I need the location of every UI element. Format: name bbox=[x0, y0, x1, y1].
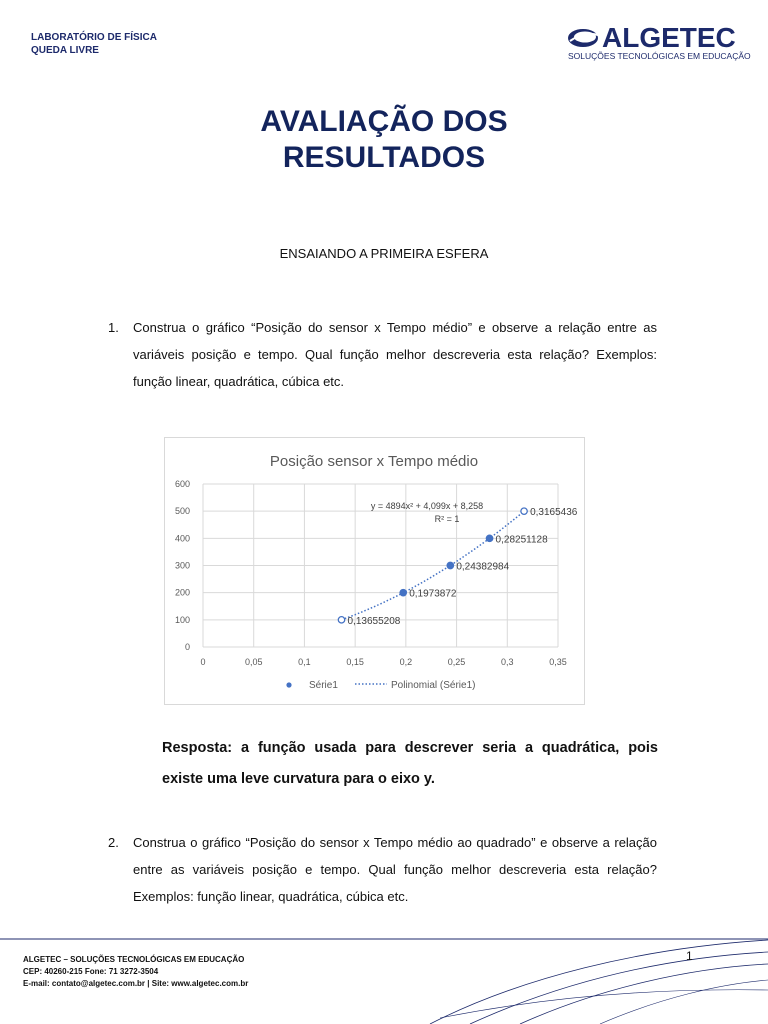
y-tick-label: 500 bbox=[174, 506, 190, 517]
data-point bbox=[486, 535, 492, 541]
logo-word: ALGETEC bbox=[602, 22, 736, 53]
x-tick-label: 0,15 bbox=[346, 657, 364, 667]
trendline-r2: R² = 1 bbox=[434, 514, 460, 524]
logo-swoosh-icon bbox=[566, 27, 600, 49]
logo-tagline: SOLUÇÕES TECNOLÓGICAS EM EDUCAÇÃO bbox=[568, 51, 751, 61]
trendline-equation: y = 4894x² + 4,099x + 8,258 bbox=[370, 501, 484, 511]
footer-contact bbox=[23, 954, 248, 990]
title-line-1: AVALIAÇÃO DOS bbox=[260, 105, 508, 138]
y-tick-label: 400 bbox=[174, 533, 190, 544]
y-tick-label: 200 bbox=[174, 587, 190, 598]
header-lab-info bbox=[31, 31, 157, 57]
legend-label-series: Série1 bbox=[309, 680, 338, 691]
footer-address: CEP: 40260-215 Fone: 71 3272-3504 bbox=[23, 967, 159, 976]
legend-marker-series bbox=[286, 682, 291, 687]
x-tick-label: 0,1 bbox=[298, 657, 311, 667]
data-label: 0,13655208 bbox=[347, 615, 401, 627]
x-tick-label: 0,25 bbox=[447, 657, 466, 667]
legend-label-trendline: Polinomial (Série1) bbox=[391, 680, 476, 691]
footer-company: ALGETEC – SOLUÇÕES TECNOLÓGICAS EM EDUCAÇÃO bbox=[23, 955, 245, 964]
x-tick-label: 0,3 bbox=[501, 657, 514, 667]
question-2 bbox=[108, 829, 657, 910]
data-label: 0,1973872 bbox=[409, 588, 457, 600]
data-point bbox=[447, 562, 453, 568]
chart-canvas bbox=[165, 438, 584, 704]
data-point bbox=[400, 589, 406, 595]
data-label: 0,28251128 bbox=[495, 534, 548, 546]
y-tick-label: 300 bbox=[174, 560, 190, 571]
data-label: 0,24382984 bbox=[456, 561, 510, 573]
y-tick-label: 600 bbox=[174, 479, 190, 489]
title-line-2: RESULTADOS bbox=[282, 141, 486, 174]
data-label: 0,3165436 bbox=[530, 507, 578, 519]
data-point bbox=[521, 508, 527, 514]
section-subtitle: ENSAIANDO A PRIMEIRA ESFERA bbox=[279, 246, 489, 261]
lab-line: LABORATÓRIO DE FÍSICA bbox=[31, 32, 157, 43]
answer-text: Resposta: a função usada para descrever seria a quadrática, pois existe uma leve curvatura para o eixo y. bbox=[162, 740, 658, 787]
page-number: 1 bbox=[686, 949, 693, 963]
question-text: Construa o gráfico “Posição do sensor x Tempo médio” e observe a relação entre as variáveis posição e tempo. Qual função melhor descreveria esta relação? Exemplos: função linear, quadrática, cúbica etc. bbox=[133, 320, 657, 389]
page-title bbox=[0, 104, 768, 176]
topic-line: QUEDA LIVRE bbox=[31, 45, 99, 56]
position-time-chart bbox=[164, 437, 585, 705]
question-number: 2. bbox=[108, 835, 119, 850]
algetec-logo bbox=[566, 22, 751, 64]
data-point bbox=[338, 617, 344, 623]
question-1 bbox=[108, 314, 657, 395]
x-tick-label: 0 bbox=[200, 657, 206, 667]
question-number: 1. bbox=[108, 320, 119, 335]
x-tick-label: 0,2 bbox=[399, 657, 413, 667]
y-tick-label: 0 bbox=[184, 642, 190, 652]
x-tick-label: 0,05 bbox=[244, 657, 263, 667]
x-tick-label: 0,35 bbox=[549, 657, 567, 667]
chart-title: Posição sensor x Tempo médio bbox=[269, 453, 479, 470]
footer-email-site: E-mail: contato@algetec.com.br | Site: www.algetec.com.br bbox=[23, 979, 249, 988]
y-tick-label: 100 bbox=[174, 614, 190, 625]
question-text: Construa o gráfico “Posição do sensor x Tempo médio ao quadrado” e observe a relação entre as variáveis posição e tempo. Qual função melhor descreveria esta relação? Exemplos: função linear, quadrática, cúbica etc. bbox=[133, 835, 657, 904]
